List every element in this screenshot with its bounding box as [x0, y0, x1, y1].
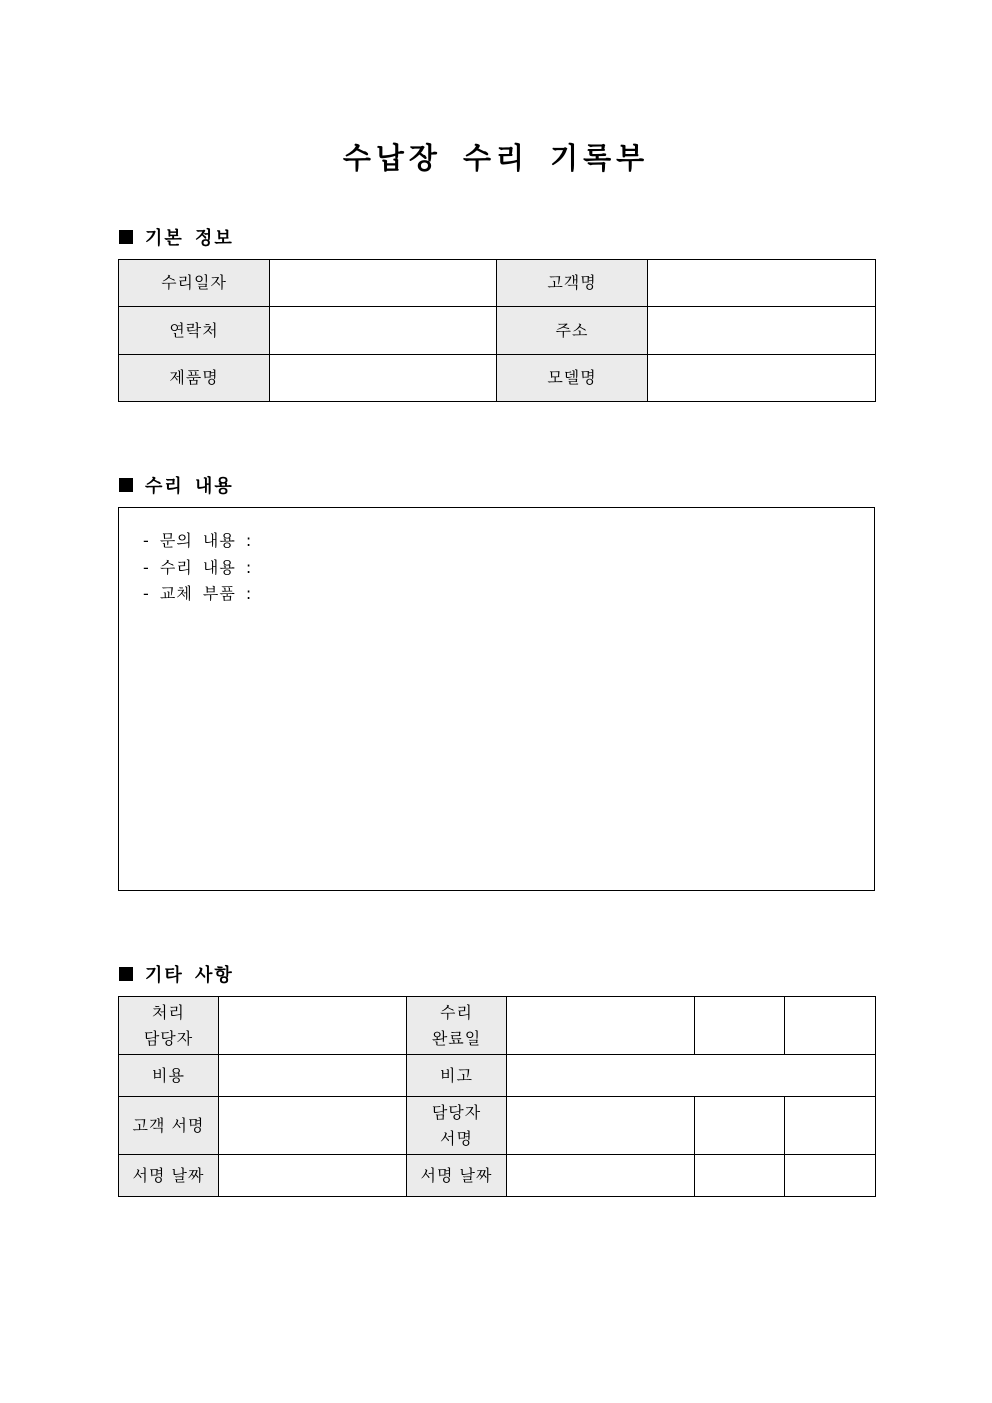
table-row [119, 1055, 876, 1097]
staff-sign-field[interactable] [507, 1097, 695, 1155]
repair-date-field[interactable] [270, 260, 497, 307]
table-row [119, 307, 876, 355]
sign-date-extra-cell-1[interactable] [695, 1155, 785, 1197]
cost-label: 비용 [119, 1055, 219, 1097]
customer-sign-label: 고객 서명 [119, 1097, 219, 1155]
staff-sign-label-line1: 담당자 [431, 1102, 482, 1122]
staff-sign-label [407, 1097, 507, 1155]
staff-sign-date-label: 서명 날짜 [407, 1155, 507, 1197]
staff-sign-extra-cell-2[interactable] [785, 1097, 876, 1155]
model-name-label: 모델명 [497, 355, 648, 402]
contact-label: 연락처 [119, 307, 270, 355]
cost-field[interactable] [219, 1055, 407, 1097]
remarks-label: 비고 [407, 1055, 507, 1097]
repair-content-line: - 수리 내용 : [143, 558, 253, 577]
completion-date-label [407, 997, 507, 1055]
section-heading-label: 기타 사항 [145, 965, 234, 986]
handler-label [119, 997, 219, 1055]
section-heading-label: 수리 내용 [145, 476, 234, 497]
completion-extra-cell-1[interactable] [695, 997, 785, 1055]
section-heading-repair-content [119, 472, 234, 498]
completion-date-label-line2: 완료일 [431, 1028, 482, 1048]
page-title: 수납장 수리 기록부 [342, 141, 650, 175]
table-row [119, 997, 876, 1055]
staff-sign-date-field[interactable] [507, 1155, 695, 1197]
square-bullet-icon [119, 230, 133, 244]
customer-sign-date-field[interactable] [219, 1155, 407, 1197]
completion-extra-cell-2[interactable] [785, 997, 876, 1055]
customer-sign-date-label: 서명 날짜 [119, 1155, 219, 1197]
contact-field[interactable] [270, 307, 497, 355]
staff-sign-label-line2: 서명 [440, 1128, 473, 1148]
replaced-parts-line: - 교체 부품 : [143, 584, 253, 603]
completion-date-label-line1: 수리 [440, 1002, 473, 1022]
section-heading-label: 기본 정보 [145, 228, 234, 249]
customer-name-field[interactable] [648, 260, 876, 307]
square-bullet-icon [119, 478, 133, 492]
product-name-field[interactable] [270, 355, 497, 402]
sign-date-extra-cell-2[interactable] [785, 1155, 876, 1197]
section-heading-other [119, 961, 234, 987]
customer-sign-field[interactable] [219, 1097, 407, 1155]
repair-content-box[interactable] [118, 507, 875, 891]
address-field[interactable] [648, 307, 876, 355]
product-name-label: 제품명 [119, 355, 270, 402]
table-row [119, 1097, 876, 1155]
handler-label-line1: 처리 [152, 1002, 185, 1022]
completion-date-field[interactable] [507, 997, 695, 1055]
handler-field[interactable] [219, 997, 407, 1055]
staff-sign-extra-cell-1[interactable] [695, 1097, 785, 1155]
handler-label-line2: 담당자 [143, 1028, 194, 1048]
model-name-field[interactable] [648, 355, 876, 402]
basic-info-table [118, 259, 876, 402]
square-bullet-icon [119, 967, 133, 981]
inquiry-content-line: - 문의 내용 : [143, 531, 253, 550]
repair-date-label: 수리일자 [119, 260, 270, 307]
address-label: 주소 [497, 307, 648, 355]
remarks-field[interactable] [507, 1055, 876, 1097]
table-row [119, 260, 876, 307]
customer-name-label: 고객명 [497, 260, 648, 307]
table-row [119, 355, 876, 402]
table-row [119, 1155, 876, 1197]
other-info-table [118, 996, 876, 1197]
section-heading-basic-info [119, 224, 234, 250]
